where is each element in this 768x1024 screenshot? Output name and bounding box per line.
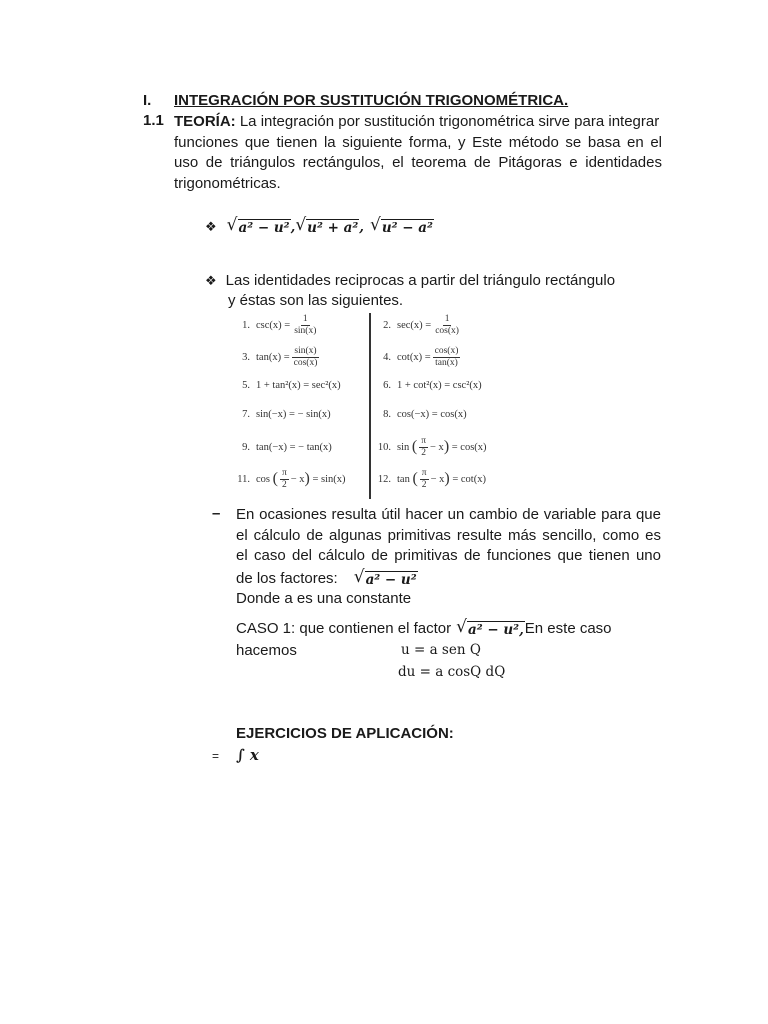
identities-bullet [205, 271, 615, 311]
radical-icon: √ [369, 215, 381, 235]
hacemos-label: hacemos [236, 642, 297, 659]
substitution-line-3: el caso del cálculo de primitivas de funciones que tienen uno [236, 547, 661, 564]
theory-line-3: uso de triángulos rectángulos, el teorema de Pitágoras e identidades [174, 154, 662, 171]
caso1-line [236, 619, 612, 638]
radical-icon: √ [295, 215, 307, 235]
identity-row: 7. sin(−x) = − sin(x) 8. cos(−x) = cos(x) [242, 408, 467, 420]
sqrt-a2-minus-u2: √ a² − u² [226, 215, 290, 236]
substitution-line-2: el cálculo de algunas primitivas resulte más sencillo, como es [236, 526, 661, 544]
section-number: 1.1 [143, 112, 164, 129]
radical-icon: √ [353, 567, 365, 588]
forms-bullet: ❖ √ a² − u² , √ u² + a² , √ u² − a² [205, 215, 433, 236]
substitution-eq-1: u = a sen Q [401, 642, 481, 658]
heading-title: INTEGRACIÓN POR SUSTITUCIÓN TRIGONOMÉTRICA. [174, 92, 569, 109]
substitution-eq-2: du = a cosQ dQ [398, 664, 506, 680]
substitution-paragraph [236, 505, 661, 610]
theory-line-2: funciones que tienen la siguiente forma, y Este método se basa en el [174, 133, 662, 151]
dash-bullet: – [212, 505, 221, 522]
identity-row: 11. cos ( $\frac{\pi}{2}$ − x ) = sin(x) 12. tan ( $\frac{\pi}{2}$ − x ) = cot(x) [237, 467, 486, 490]
caso1-text: CASO 1: que contienen el factor [236, 620, 452, 637]
identity-row: 1. csc(x) = $\frac{1}{\sin(x)}$ 2. sec(x) = $\frac{1}{\cos(x)}$ [242, 313, 459, 336]
diamond-bullet-icon: ❖ [205, 273, 217, 288]
caso1-factor: √ a² − u², [456, 617, 524, 638]
sqrt-u2-minus-a2: √ u² − a² [369, 215, 433, 236]
diamond-bullet-icon: ❖ [205, 218, 217, 234]
identity-row: 5. 1 + tan²(x) = sec²(x) 6. 1 + cot²(x) = csc²(x) [242, 379, 482, 391]
theory-line-1: La integración por sustitución trigonométrica sirve para integrar [235, 113, 660, 130]
constant-note: Donde a es una constante [236, 590, 412, 607]
identities-intro-line-1: Las identidades reciprocas a partir del triángulo rectángulo [225, 272, 616, 289]
exercise-bullet: = [212, 749, 220, 763]
substitution-line-4: de los factores: [236, 569, 338, 587]
sqrt-factor: √ a² − u² [353, 567, 417, 589]
identities-intro-line-2: y éstas son las siguientes. [228, 292, 404, 309]
exercises-title: EJERCICIOS DE APLICACIÓN: [236, 725, 454, 742]
caso1-tail: En este caso [524, 620, 612, 637]
theory-label: TEORÍA: [174, 113, 236, 130]
integral-expression: ∫ x [236, 746, 259, 764]
heading-roman: I. [143, 92, 152, 109]
sqrt-u2-plus-a2: √ u² + a² [295, 215, 359, 236]
radical-icon: √ [456, 617, 467, 637]
substitution-line-1: En ocasiones resulta útil hacer un cambio de variable para que [236, 506, 661, 523]
identities-table [230, 311, 506, 498]
identity-row: 9. tan(−x) = − tan(x) 10. sin ( $\frac{\pi}{2}$ − x ) = cos(x) [242, 435, 487, 458]
radical-icon: √ [226, 215, 238, 235]
theory-line-4: trigonométricas. [174, 174, 281, 192]
theory-paragraph [174, 112, 662, 194]
identity-row: 3. tan(x) = $\frac{\sin(x)}{\cos(x)}$ 4. cot(x) = $\frac{\cos(x)}{\tan(x)}$ [242, 345, 459, 368]
